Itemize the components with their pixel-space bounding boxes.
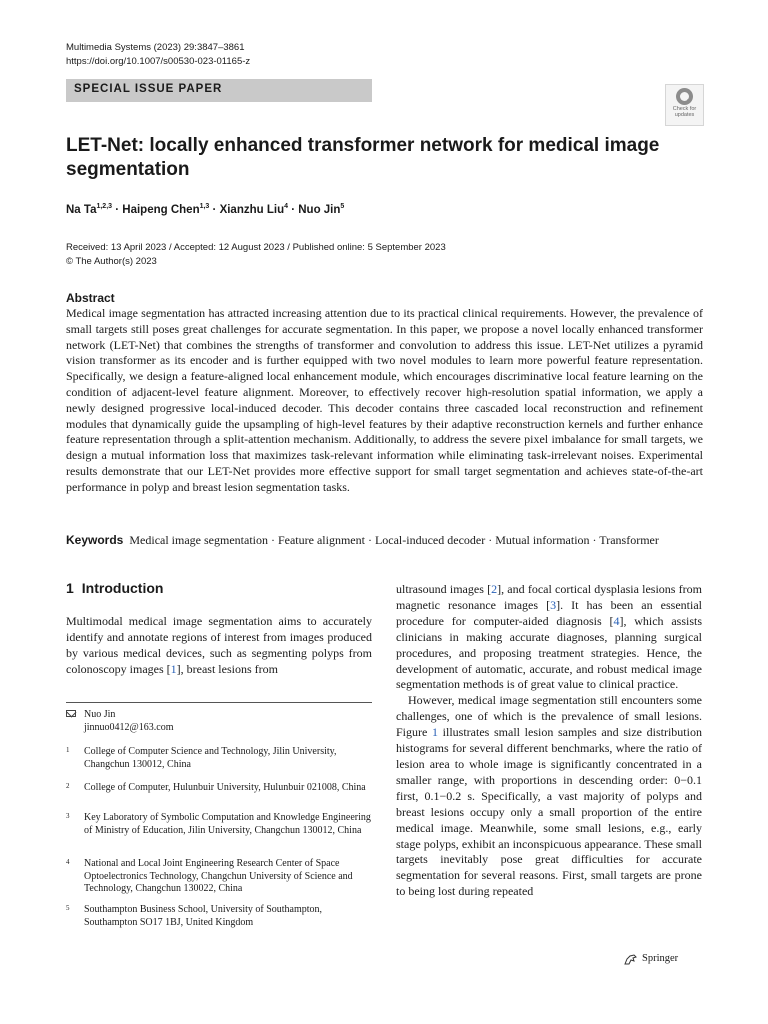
contact-name: Nuo Jin (84, 709, 116, 720)
affiliation-number: 4 (66, 858, 70, 866)
affiliation-number: 2 (66, 782, 70, 790)
banner-label: SPECIAL ISSUE PAPER (74, 83, 223, 95)
check-for-updates-badge[interactable] (665, 84, 704, 126)
publisher-name: Springer (642, 953, 679, 964)
history-dates: Received: 13 April 2023 / Accepted: 12 August 2023 / Published online: 5 September 2023 (66, 242, 446, 253)
citation-link[interactable]: 1 (170, 661, 177, 676)
springer-horse-icon (624, 954, 637, 965)
affiliation-text: College of Computer Science and Technology, Jilin University, Changchun 130012, China (84, 746, 337, 770)
citation-link[interactable]: 2 (491, 582, 498, 596)
author-affiliation-marks: 5 (340, 203, 345, 210)
copyright: © The Author(s) 2023 (66, 256, 157, 267)
author-affiliation-marks: 1,3 (199, 203, 210, 210)
paragraph: However, medical image segmentation still encounters some challenges, one of which is the prevalence of small lesions. Figure 1 illustrates small lesion samples and size distribution histograms for several different benchmarks, where the ratio of lesion area to whole image is significantly concentrated in a smaller range, with proportions in descending order: 0−0.1 first, 0.1−0.2 s. Specifically, a vast majority of polyps and breast lesions occupy only a small proportion of the entire medical image. Meanwhile, some small lesions, e.g., early stage polyps, exhibit an inconspicuous appearance. These small targets inevitably pose great difficulties for accurate segmentation for several reasons. First, small targets are prone to being lost during repeated (396, 693, 702, 899)
author-name[interactable]: Nuo Jin (298, 203, 341, 216)
publication-dates (66, 241, 446, 269)
paragraph: ultrasound images [2], and focal cortical dysplasia lesions from magnetic resonance images [3]. It has been an essential procedure for computer-aided diagnosis [4], which assists clinicians in making accurate diagnoses, planning surgical procedures, and proposing treatment strategies. Hence, the development of automatic, accurate, and robust medical image segmentation methods is of great value to clinical practice. (396, 582, 703, 692)
intro-left-column: Multimodal medical image segmentation aims to accurately identify and annotate regions of interest from images produced by various medical devices, such as segmenting polyps from colonoscopy images [1], breast lesions from (66, 614, 372, 676)
author-name[interactable]: Xianzhu Liu (219, 203, 285, 216)
author-name[interactable]: Na Ta (66, 203, 97, 216)
citation-link[interactable]: 3 (550, 597, 557, 612)
special-issue-banner (66, 79, 372, 102)
affiliation-number: 1 (66, 746, 70, 754)
journal-citation: Multimedia Systems (2023) 29:3847–3861 (66, 42, 245, 53)
keywords-list: Medical image segmentation · Feature alignment · Local-induced decoder · Mutual information · Transformer (129, 533, 659, 547)
citation-link[interactable]: 4 (613, 613, 620, 628)
author-affiliation-marks: 4 (284, 203, 288, 210)
affiliation-number: 5 (66, 904, 70, 912)
affiliation-text: Key Laboratory of Symbolic Computation and Knowledge Engineering of Ministry of Education, Jilin University, Changchun 130012, China (84, 812, 371, 836)
figure-link[interactable]: 1 (432, 725, 438, 740)
check-updates-icon (676, 88, 693, 105)
intro-right-column (396, 582, 702, 900)
doi-link[interactable]: https://doi.org/10.1007/s00530-023-01165-z (66, 56, 251, 67)
check-updates-label-2: updates (674, 112, 695, 118)
section-title: Introduction (81, 580, 164, 596)
envelope-icon (66, 710, 76, 717)
keywords-label: Keywords (66, 533, 124, 547)
contact-email[interactable]: jinnuo0412@163.com (84, 722, 174, 733)
affiliation-number: 3 (66, 812, 70, 820)
affiliation-text: National and Local Joint Engineering Research Center of Space Optoelectronics Technology, Changchun University of Science and Technology, Changchun 130022, China (84, 858, 353, 894)
paper-title: LET-Net: locally enhanced transformer network for medical image segmentation (66, 135, 660, 180)
affiliation-text: College of Computer, Hulunbuir University, Hulunbuir 021008, China (84, 782, 366, 793)
publisher-logo (642, 953, 678, 964)
affiliation-text: Southampton Business School, University of Southampton, Southampton SO17 1BJ, United Kingdom (84, 904, 323, 928)
journal-info (66, 41, 250, 69)
author-name[interactable]: Haipeng Chen (122, 203, 200, 216)
section-heading-introduction (66, 580, 163, 596)
keywords (66, 533, 706, 548)
author-list: Na Ta$^{1,2,3}$ · Haipeng Chen$^{1,3}$ · Xianzhu Liu$^4$ · Nuo Jin$^5$ (66, 203, 345, 216)
author-affiliation-marks: 1,2,3 (96, 203, 113, 210)
check-updates-label-1: Check for (672, 106, 697, 112)
abstract-text: Medical image segmentation has attracted increasing attention due to its practical clinical requirements. However, the prevalence of small targets still poses great challenges for accurate segmentation. In this paper, we propose a novel locally enhanced transformer network (LET-Net) that combines the strengths of transformer and convolution to address this issue. LET-Net utilizes a pyramid vision transformer as its encoder and is further equipped with two novel modules to learn more powerful feature representation. Specifically, we design a feature-aligned local enhancement module, which encourages discriminative local feature learning on the condition of adjacent-level feature alignment. Moreover, to effectively recover high-resolution spatial information, we apply a newly designed progressive local-induced decoder. This decoder contains three cascaded local reconstruction and refinement modules that dynamically guide the upsampling of high-level features by their adaptive reconstruction kernels and further enhance feature representation through a split-attention mechanism. Additionally, to address the severe pixel imbalance for small targets, we design a mutual information loss that maximizes task-relevant information while eliminating task-irrelevant noises. Experimental results demonstrate that our LET-Net provides more effective support for small target segmentation and achieves state-of-the-art performance in polyp and breast lesion segmentation tasks. (66, 306, 703, 494)
footnote-divider (66, 702, 372, 703)
abstract-heading: Abstract (66, 291, 115, 305)
section-number: 1 (66, 580, 74, 596)
